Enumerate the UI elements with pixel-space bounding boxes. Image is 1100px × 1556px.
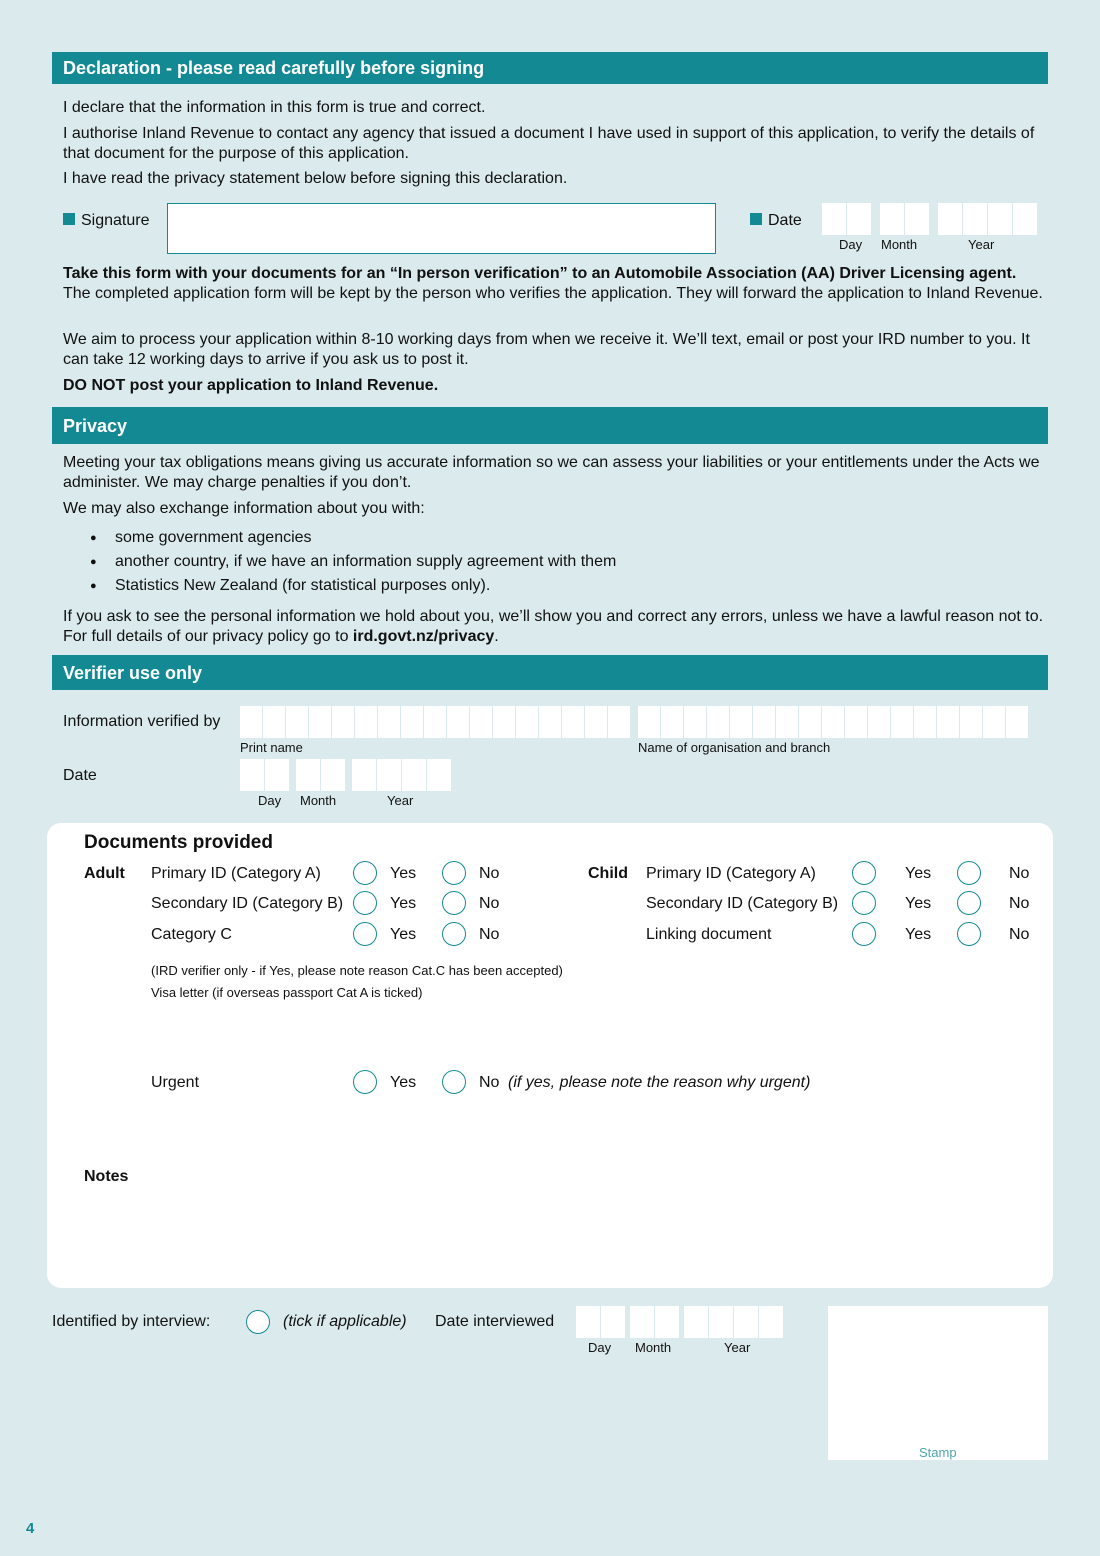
urgent-label: Urgent bbox=[151, 1074, 200, 1091]
date-day-caption: Day bbox=[839, 237, 863, 252]
print-name-field[interactable] bbox=[240, 706, 631, 738]
verifier-date-label: Date bbox=[63, 767, 97, 784]
child-primary-no-radio[interactable] bbox=[957, 861, 981, 885]
visa-letter-note: Visa letter (if overseas passport Cat A is ticked) bbox=[151, 985, 423, 1000]
list-item: ● another country, if we have an information supply agreement with them bbox=[63, 550, 616, 574]
stamp-label: Stamp bbox=[919, 1445, 957, 1460]
privacy-para-1: Meeting your tax obligations means giving us accurate information so we can assess your liabilities or your entitlements under the Acts we administer. We may charge penalties if you don’t. bbox=[63, 454, 1040, 491]
org-char-box[interactable] bbox=[868, 706, 890, 738]
child-row-label: Secondary ID (Category B) bbox=[646, 895, 839, 912]
date-day-box[interactable] bbox=[847, 203, 871, 235]
no-label: No bbox=[479, 895, 500, 912]
name-char-box[interactable] bbox=[286, 706, 308, 738]
date-day-box[interactable] bbox=[240, 759, 264, 791]
verifier-month-caption: Month bbox=[300, 793, 337, 808]
org-char-box[interactable] bbox=[822, 706, 844, 738]
child-secondary-yes-radio[interactable] bbox=[852, 891, 876, 915]
org-char-box[interactable] bbox=[776, 706, 798, 738]
yes-label: Yes bbox=[390, 926, 417, 943]
name-char-box[interactable] bbox=[447, 706, 469, 738]
privacy-para-3-line-1: If you ask to see the personal information we hold about you, we’ll show you and correct any errors, unless we have a lawful reason not to. bbox=[63, 608, 1044, 625]
org-char-box[interactable] bbox=[730, 706, 752, 738]
org-char-box[interactable] bbox=[983, 706, 1005, 738]
date-year-box[interactable] bbox=[709, 1306, 733, 1338]
interview-tick-radio[interactable] bbox=[246, 1310, 270, 1334]
privacy-para-3-line-2 bbox=[63, 627, 1048, 647]
adult-category-c-yes-radio[interactable] bbox=[353, 922, 377, 946]
adult-row-label: Secondary ID (Category B) bbox=[151, 895, 344, 912]
date-month-box[interactable] bbox=[296, 759, 320, 791]
date-month-box[interactable] bbox=[321, 759, 345, 791]
adult-row-label: Category C bbox=[151, 926, 232, 943]
date-year-box[interactable] bbox=[963, 203, 987, 235]
no-label: No bbox=[1009, 865, 1030, 882]
org-char-box[interactable] bbox=[661, 706, 683, 738]
list-item: ● Statistics New Zealand (for statistical purposes only). bbox=[63, 574, 616, 598]
name-char-box[interactable] bbox=[493, 706, 515, 738]
org-char-box[interactable] bbox=[891, 706, 913, 738]
date-day-box[interactable] bbox=[576, 1306, 600, 1338]
adult-primary-yes-radio[interactable] bbox=[353, 861, 377, 885]
processing-text: We aim to process your application within 8-10 working days from when we receive it. We’ll text, email or post your IRD number to you. It can take 12 working days to arrive if you ask us to post it. bbox=[63, 331, 1030, 368]
take-form-bold: Take this form with your documents for an “In person verification” to an Automobile Association (AA) Driver Licensing agent. bbox=[63, 265, 1017, 282]
org-char-box[interactable] bbox=[638, 706, 660, 738]
no-label: No bbox=[479, 1074, 500, 1091]
date-label bbox=[750, 212, 802, 230]
child-linking-no-radio[interactable] bbox=[957, 922, 981, 946]
interview-year-caption: Year bbox=[724, 1340, 751, 1355]
adult-row-label: Primary ID (Category A) bbox=[151, 865, 321, 882]
page-number: 4 bbox=[26, 1520, 35, 1537]
yes-label: Yes bbox=[390, 895, 417, 912]
notes-label: Notes bbox=[84, 1168, 129, 1185]
name-char-box[interactable] bbox=[562, 706, 584, 738]
no-label: No bbox=[1009, 926, 1030, 943]
take-form-instructions bbox=[63, 264, 1043, 304]
urgent-yes-radio[interactable] bbox=[353, 1070, 377, 1094]
name-char-box[interactable] bbox=[309, 706, 331, 738]
name-char-box[interactable] bbox=[263, 706, 285, 738]
tick-note: (tick if applicable) bbox=[283, 1313, 407, 1330]
privacy-para-3 bbox=[63, 607, 1048, 647]
org-char-box[interactable] bbox=[937, 706, 959, 738]
child-label: Child bbox=[588, 865, 628, 882]
org-char-box[interactable] bbox=[1006, 706, 1028, 738]
date-year-box[interactable] bbox=[684, 1306, 708, 1338]
privacy-link-intro: For full details of our privacy policy go to bbox=[63, 628, 353, 645]
child-row-label: Primary ID (Category A) bbox=[646, 865, 816, 882]
adult-primary-no-radio[interactable] bbox=[442, 861, 466, 885]
declaration-date-field[interactable] bbox=[822, 203, 1038, 235]
declaration-heading bbox=[52, 52, 1048, 84]
organisation-caption: Name of organisation and branch bbox=[638, 740, 831, 755]
signature-field[interactable] bbox=[167, 203, 716, 254]
adult-secondary-yes-radio[interactable] bbox=[353, 891, 377, 915]
child-linking-yes-radio[interactable] bbox=[852, 922, 876, 946]
date-month-box[interactable] bbox=[655, 1306, 679, 1338]
date-label-text: Date bbox=[768, 212, 802, 229]
documents-heading: Documents provided bbox=[84, 832, 273, 853]
identified-by-interview-label: Identified by interview: bbox=[52, 1313, 211, 1330]
category-c-note: (IRD verifier only - if Yes, please note reason Cat.C has been accepted) bbox=[151, 963, 563, 978]
do-not-post-text: DO NOT post your application to Inland Revenue. bbox=[63, 377, 439, 394]
org-char-box[interactable] bbox=[914, 706, 936, 738]
organisation-field[interactable] bbox=[638, 706, 1029, 738]
child-secondary-no-radio[interactable] bbox=[957, 891, 981, 915]
child-primary-yes-radio[interactable] bbox=[852, 861, 876, 885]
signature-label-text: Signature bbox=[81, 212, 150, 229]
name-char-box[interactable] bbox=[516, 706, 538, 738]
date-day-box[interactable] bbox=[265, 759, 289, 791]
documents-panel bbox=[47, 823, 1053, 1288]
child-row-label: Linking document bbox=[646, 926, 772, 943]
name-char-box[interactable] bbox=[355, 706, 377, 738]
name-char-box[interactable] bbox=[240, 706, 262, 738]
date-year-box[interactable] bbox=[734, 1306, 758, 1338]
verifier-year-caption: Year bbox=[387, 793, 414, 808]
verifier-heading bbox=[52, 655, 1048, 690]
privacy-link-end: . bbox=[494, 628, 499, 645]
org-char-box[interactable] bbox=[960, 706, 982, 738]
date-month-box[interactable] bbox=[630, 1306, 654, 1338]
privacy-link[interactable]: ird.govt.nz/privacy bbox=[352, 628, 495, 645]
date-year-box[interactable] bbox=[1013, 203, 1037, 235]
required-marker-icon bbox=[750, 213, 762, 225]
verifier-heading-text: Verifier use only bbox=[63, 663, 203, 683]
verifier-date-field[interactable] bbox=[240, 759, 452, 791]
take-form-rest: The completed application form will be kept by the person who verifies the application. They will forward the application to Inland Revenue. bbox=[63, 285, 1043, 302]
date-year-box[interactable] bbox=[938, 203, 962, 235]
declaration-line-3: I have read the privacy statement below before signing this declaration. bbox=[63, 170, 568, 187]
declaration-heading-text: Declaration - please read carefully before signing bbox=[63, 58, 485, 78]
privacy-heading bbox=[52, 407, 1048, 444]
list-item: ● some government agencies bbox=[63, 526, 616, 550]
no-label: No bbox=[1009, 895, 1030, 912]
signature-label bbox=[63, 212, 150, 230]
date-day-box[interactable] bbox=[822, 203, 846, 235]
no-label: No bbox=[479, 926, 500, 943]
print-name-caption: Print name bbox=[240, 740, 303, 755]
org-char-box[interactable] bbox=[845, 706, 867, 738]
name-char-box[interactable] bbox=[608, 706, 630, 738]
org-char-box[interactable] bbox=[753, 706, 775, 738]
date-year-box[interactable] bbox=[377, 759, 401, 791]
required-marker-icon bbox=[63, 213, 75, 225]
privacy-heading-text: Privacy bbox=[63, 416, 128, 436]
date-day-box[interactable] bbox=[601, 1306, 625, 1338]
yes-label: Yes bbox=[905, 865, 932, 882]
adult-category-c-no-radio[interactable] bbox=[442, 922, 466, 946]
yes-label: Yes bbox=[905, 926, 932, 943]
date-year-box[interactable] bbox=[988, 203, 1012, 235]
yes-label: Yes bbox=[390, 1074, 417, 1091]
urgent-note: (if yes, please note the reason why urgent) bbox=[508, 1074, 811, 1091]
no-label: No bbox=[479, 865, 500, 882]
date-year-box[interactable] bbox=[402, 759, 426, 791]
name-char-box[interactable] bbox=[585, 706, 607, 738]
yes-label: Yes bbox=[905, 895, 932, 912]
yes-label: Yes bbox=[390, 865, 417, 882]
privacy-para-2: We may also exchange information about you with: bbox=[63, 500, 425, 517]
interview-day-caption: Day bbox=[588, 1340, 612, 1355]
declaration-line-2: I authorise Inland Revenue to contact any agency that issued a document I have used in support of this application, to verify the details of that document for the purpose of this application. bbox=[63, 125, 1035, 162]
org-char-box[interactable] bbox=[799, 706, 821, 738]
name-char-box[interactable] bbox=[424, 706, 446, 738]
name-char-box[interactable] bbox=[332, 706, 354, 738]
stamp-box[interactable] bbox=[828, 1306, 1048, 1460]
org-char-box[interactable] bbox=[684, 706, 706, 738]
interview-month-caption: Month bbox=[635, 1340, 672, 1355]
date-year-box[interactable] bbox=[352, 759, 376, 791]
date-year-caption: Year bbox=[968, 237, 995, 252]
date-month-box[interactable] bbox=[880, 203, 904, 235]
date-month-box[interactable] bbox=[905, 203, 929, 235]
date-year-box[interactable] bbox=[759, 1306, 783, 1338]
date-month-caption: Month bbox=[881, 237, 918, 252]
date-year-box[interactable] bbox=[427, 759, 451, 791]
adult-secondary-no-radio[interactable] bbox=[442, 891, 466, 915]
urgent-no-radio[interactable] bbox=[442, 1070, 466, 1094]
verifier-day-caption: Day bbox=[258, 793, 282, 808]
declaration-line-1: I declare that the information in this form is true and correct. bbox=[63, 99, 486, 116]
name-char-box[interactable] bbox=[378, 706, 400, 738]
name-char-box[interactable] bbox=[401, 706, 423, 738]
name-char-box[interactable] bbox=[470, 706, 492, 738]
interview-date-field[interactable] bbox=[576, 1306, 784, 1338]
name-char-box[interactable] bbox=[539, 706, 561, 738]
adult-label: Adult bbox=[84, 865, 125, 882]
information-verified-label: Information verified by bbox=[63, 713, 221, 730]
org-char-box[interactable] bbox=[707, 706, 729, 738]
privacy-bullet-list bbox=[63, 526, 616, 598]
date-interviewed-label: Date interviewed bbox=[435, 1313, 555, 1330]
